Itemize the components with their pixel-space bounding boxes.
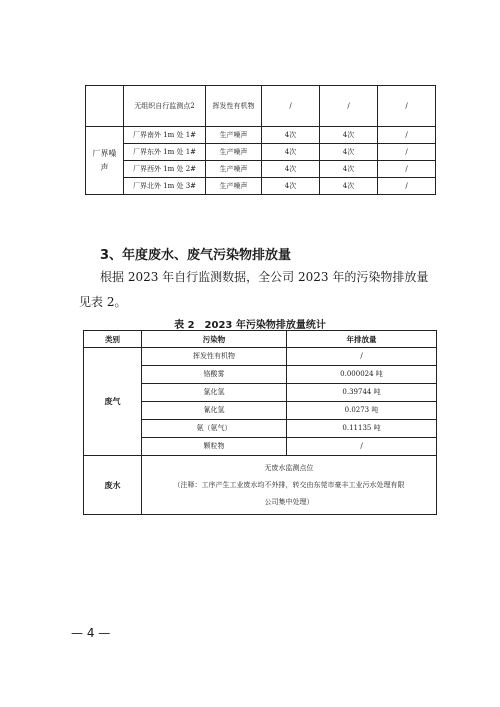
- table-cell-value: 4次: [262, 178, 320, 195]
- table-caption: 表 2 2023 年污染物排放量统计: [174, 320, 326, 331]
- paragraph-line: 根据 2023 年自行监测数据，全公司 2023 年的污染物排放量: [100, 270, 429, 284]
- section-heading: 3、年度废水、废气污染物排放量: [100, 248, 292, 263]
- table-cell-empty: [86, 86, 124, 127]
- table-cell-value: 4次: [320, 144, 378, 161]
- table-cell-item: 生产噪声: [206, 161, 262, 178]
- table-cell-value: /: [378, 127, 436, 144]
- table-cell-item: 生产噪声: [206, 178, 262, 195]
- table-cell-value: /: [378, 86, 436, 127]
- table-cell-value: 4次: [262, 161, 320, 178]
- table-cell-point: 厂界西外 1m 处 2#: [124, 161, 206, 178]
- table-header-row: [84, 331, 437, 348]
- table-cell-value: 4次: [320, 178, 378, 195]
- table-cell-value: /: [378, 144, 436, 161]
- table-cell-point: 厂界东外 1m 处 1#: [124, 144, 206, 161]
- pollutant-cell: 铬酸雾: [142, 366, 287, 384]
- table-cell-item: 生产噪声: [206, 144, 262, 161]
- pollutant-cell: 挥发性有机物: [142, 348, 287, 366]
- water-category-cell: 废水: [84, 456, 142, 515]
- paragraph-line: 见表 2。: [79, 295, 127, 309]
- table-cell-point: 无组织自行监测点2: [124, 86, 206, 127]
- table-row: [84, 348, 437, 366]
- page-number: — 4 —: [71, 626, 111, 640]
- table-cell-value: /: [378, 161, 436, 178]
- pollutant-cell: 氰化氢: [142, 402, 287, 420]
- table-cell-point: 厂界北外 1m 处 3#: [124, 178, 206, 195]
- table-cell-value: 4次: [320, 127, 378, 144]
- pollutant-cell: 氨（氨气）: [142, 420, 287, 438]
- column-header: 年排放量: [287, 331, 437, 348]
- amount-cell: /: [287, 348, 437, 366]
- water-note-cell: [142, 456, 437, 515]
- pollutant-cell: 氯化氢: [142, 384, 287, 402]
- noise-category-cell: 厂界噪声: [86, 127, 124, 195]
- amount-cell: 0.11135 吨: [287, 420, 437, 438]
- water-note-line: 无废水监测点位: [264, 463, 314, 472]
- table-cell-value: /: [378, 178, 436, 195]
- amount-cell: 0.0273 吨: [287, 402, 437, 420]
- monitoring-table: [85, 85, 436, 195]
- table-row: [84, 456, 437, 515]
- amount-cell: 0.000024 吨: [287, 366, 437, 384]
- table-cell-point: 厂界南外 1m 处 1#: [124, 127, 206, 144]
- water-note-line: （注释：工序产生工业废水均不外排，转交由东莞市豪丰工业污水处理有限: [173, 480, 405, 489]
- column-header: 类别: [84, 331, 142, 348]
- amount-cell: 0.39744 吨: [287, 384, 437, 402]
- amount-cell: /: [287, 438, 437, 456]
- column-header: 污染物: [142, 331, 287, 348]
- table-cell-value: 4次: [320, 161, 378, 178]
- table-cell-item: 挥发性有机物: [206, 86, 262, 127]
- table-cell-value: /: [262, 86, 320, 127]
- gas-category-cell: 废气: [84, 348, 142, 456]
- water-note-line: 公司集中处理）: [264, 497, 314, 506]
- pollutant-cell: 颗粒物: [142, 438, 287, 456]
- table-cell-item: 生产噪声: [206, 127, 262, 144]
- table-cell-value: /: [320, 86, 378, 127]
- table-cell-value: 4次: [262, 144, 320, 161]
- emissions-table: [83, 330, 437, 515]
- table-cell-value: 4次: [262, 127, 320, 144]
